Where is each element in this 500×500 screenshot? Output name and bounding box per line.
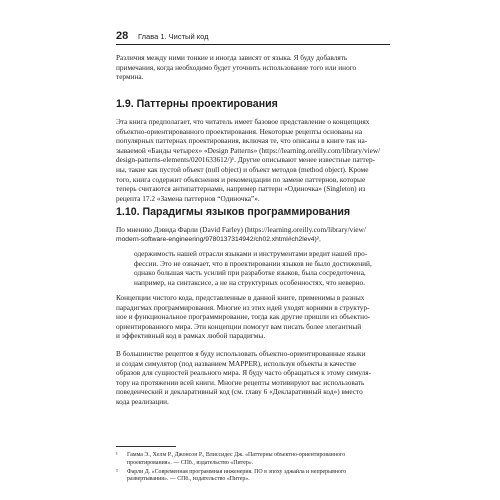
footnote <box>116 452 388 468</box>
footnote <box>116 469 388 485</box>
text-line: ориентированного мира. Эти концепции помогут вам писать более элегантный <box>116 321 362 331</box>
intro-paragraph <box>116 53 388 82</box>
text-line: теперь считаются антипаттернами, например паттерн «Одиночка» (Singleton) из <box>116 184 366 194</box>
quote-line: фессии. Это не означает, что в проектировании языков не было достижений, <box>134 258 372 268</box>
section-heading: 1.9. Паттерны проектирования <box>116 98 278 110</box>
text-line: парадигмах программирования. Многие из этих идей уходят корнями в структур- <box>116 302 370 312</box>
text-line: рецепта 17.2 «Замена паттернов “Одиночка”». <box>116 193 260 203</box>
footnote-number: ¹ <box>116 452 118 458</box>
mapper-paragraph <box>116 349 388 407</box>
text-line: примечания, когда необходимо будет уточнить использование того или иного <box>116 62 357 72</box>
footnote-line: проектирования». — СПб., издательство «Питер». <box>127 459 254 466</box>
running-head <box>116 31 390 45</box>
quote-line: например, на синтаксисе, а не на структурных особенностях, что неверно. <box>134 277 365 287</box>
footnote-line: развертывания». — СПб., издательство «Питер». <box>127 476 250 483</box>
quote-line: одержимость нашей отрасли языками и инструментами вредит нашей про- <box>134 249 368 258</box>
text-line: Эта книга предполагает, что читатель имеет базовое представление о концепциях <box>116 117 370 126</box>
page-number: 28 <box>116 30 129 42</box>
farley-quote <box>134 249 388 287</box>
text-line: образов для сущностей реального мира. Я буду часто обращаться к этому симуля- <box>116 368 371 378</box>
text-line: того, книга содержит объяснения и рекомендации по замене паттернов, которые <box>116 174 366 184</box>
text-line: и эффективный код в рамках любой парадигмы. <box>116 331 266 341</box>
text-line: тору на протяжении всей книги. Многие рецепты мотивируют вас использовать <box>116 377 365 387</box>
text-line: поведенческий и декларативный код (см. главу 6 «Декларативный код») вместо <box>116 387 363 397</box>
text-line: Концепции чистого кода, представленные в данной книге, применимы в разных <box>116 293 365 302</box>
running-title: Глава 1. Чистый код <box>138 32 209 41</box>
footnote-number: ² <box>116 468 118 475</box>
text-line: ны, такие как пустой объект (null object) и объект методов (method object). Кроме <box>116 164 369 174</box>
text-line: кода реализации. <box>116 396 169 406</box>
clean-code-paragraph <box>116 293 388 341</box>
paradigms-lead <box>116 225 388 244</box>
text-line: design-patterns-elements/0201633612/)¹. Другие описывают менее известные паттер- <box>116 155 376 165</box>
text-line: ное и функциональное программирование, тогда как другие пришли из объектно- <box>116 312 371 322</box>
footnote-divider <box>116 446 176 447</box>
quote-line: однако большая часть усилий при разработке языков, была сосредоточена, <box>134 268 366 278</box>
text-line: термина. <box>116 72 144 82</box>
text-line: По мнению Дэвида Фарли (David Farley) (https://learning.oreilly.com/library/view/ <box>116 225 366 234</box>
footnote-line: Фарли Д. «Современная программная инженерия. ПО в эпоху эджайла и непрерывного <box>127 468 347 475</box>
footnote-line: Гамма Э., Хелм Р., Джонсон Р., Влиссидес Дж. «Паттерны объектно-ориентированного <box>127 452 346 458</box>
text-line: и создам симулятор (под названием MAPPER), используя объекты в качестве <box>116 358 357 368</box>
text-line: популярных паттернах проектирования, включая те, что описаны в книге так на- <box>116 136 368 146</box>
footnotes <box>116 452 388 485</box>
design-patterns-paragraph <box>116 117 388 203</box>
text-line: Различия между ними тонкие и иногда зависят от языка. Я буду добавлять <box>116 53 348 62</box>
text-line: зываемой «Банды четырех» «Design Patterns» (https://learning.oreilly.com/library/view/ <box>116 145 381 155</box>
section-heading: 1.10. Парадигмы языков программирования <box>116 206 351 218</box>
text-line: объектно-ориентированного проектирования. Некоторые рецепты основаны на <box>116 126 363 136</box>
text-line: В большинстве рецептов я буду использовать объектно-ориентированные языки <box>116 349 366 358</box>
text-line: modern-software-engineering/9780137314942/ch02.xhtml#ch2lev4)², <box>116 235 321 243</box>
